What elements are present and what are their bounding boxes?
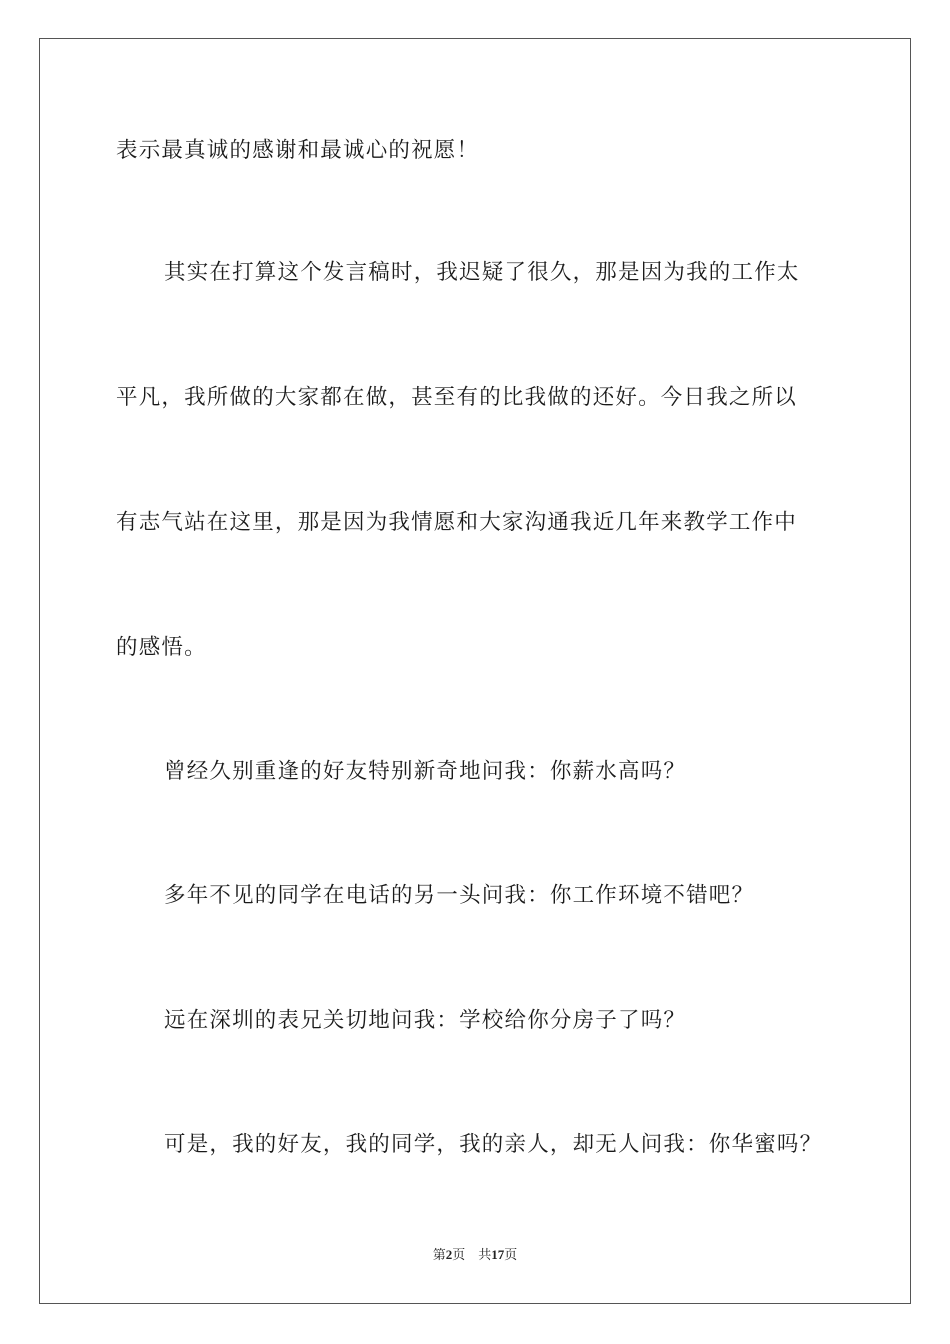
body-line-7: 多年不见的同学在电话的另一头问我：你工作环境不错吧？: [164, 883, 755, 908]
page-prefix: 第: [432, 1247, 446, 1262]
total-prefix: 共: [478, 1247, 492, 1262]
page-footer: [0, 1246, 950, 1264]
body-line-2: 其实在打算这个发言稿时，我迟疑了很久，那是因为我的工作太: [164, 260, 800, 285]
page-number: 2: [445, 1247, 453, 1262]
body-line-5: 的感悟。: [116, 635, 207, 660]
total-suffix: 页: [504, 1247, 518, 1262]
page-border: [39, 38, 911, 1304]
body-line-8: 远在深圳的表兄关切地问我：学校给你分房子了吗？: [164, 1008, 687, 1033]
body-line-9: 可是，我的好友，我的同学，我的亲人，却无人问我：你华蜜吗？: [164, 1132, 823, 1157]
body-line-6: 曾经久别重逢的好友特别新奇地问我：你薪水高吗？: [164, 759, 687, 784]
page-suffix: 页: [452, 1247, 466, 1262]
body-line-4: 有志气站在这里，那是因为我情愿和大家沟通我近几年来教学工作中: [116, 510, 798, 535]
body-line-3: 平凡，我所做的大家都在做，甚至有的比我做的还好。今日我之所以: [116, 385, 798, 410]
body-line-1: 表示最真诚的感谢和最诚心的祝愿！: [116, 138, 480, 163]
total-pages: 17: [491, 1247, 505, 1262]
